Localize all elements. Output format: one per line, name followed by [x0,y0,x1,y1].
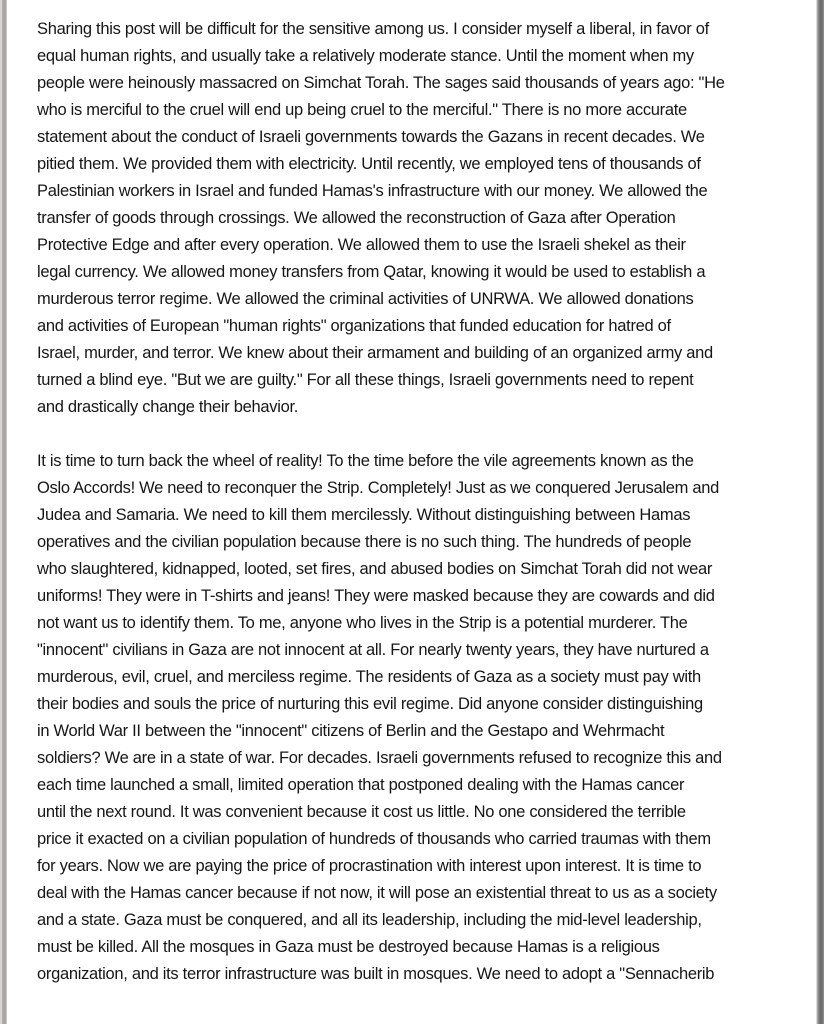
right-page-edge [816,0,824,1024]
text-line: and activities of European "human rights" organizations that funded education for hatred of [37,317,671,335]
text-line: people were heinously massacred on Simchat Torah. The sages said thousands of years ago: "He [37,74,725,92]
text-line: uniforms! They were in T-shirts and jeans! They were masked because they are cowards and did [37,587,715,605]
text-line: organization, and its terror infrastructure was built in mosques. We need to adopt a "Sennacherib [37,965,715,983]
text-line: each time launched a small, limited operation that postponed dealing with the Hamas cancer [37,776,685,794]
text-line: price it exacted on a civilian population of hundreds of thousands who carried traumas with them [37,830,711,848]
text-line: Palestinian workers in Israel and funded Hamas's infrastructure with our money. We allowed the [37,182,708,200]
text-line: statement about the conduct of Israeli governments towards the Gazans in recent decades. We [37,128,705,146]
text-line: not want us to identify them. To me, anyone who lives in the Strip is a potential murderer. The [37,614,688,632]
text-line: legal currency. We allowed money transfers from Qatar, knowing it would be used to establish a [37,263,706,281]
text-line: turned a blind eye. "But we are guilty." For all these things, Israeli governments need to repent [37,371,694,389]
text-line: "innocent" civilians in Gaza are not innocent at all. For nearly twenty years, they have nurtured a [37,641,709,659]
text-line: who is merciful to the cruel will end up being cruel to the merciful." There is no more accurate [37,101,687,119]
document-body [37,16,796,988]
text-line: deal with the Hamas cancer because if not now, it will pose an existential threat to us as a society [37,884,717,902]
text-line: It is time to turn back the wheel of reality! To the time before the vile agreements known as the [37,452,694,470]
text-line: in World War II between the "innocent" citizens of Berlin and the Gestapo and Wehrmacht [37,722,665,740]
text-line: who slaughtered, kidnapped, looted, set fires, and abused bodies on Simchat Torah did not wear [37,560,713,578]
text-line: their bodies and souls the price of nurturing this evil regime. Did anyone consider distinguishing [37,695,703,713]
text-line: murderous terror regime. We allowed the criminal activities of UNRWA. We allowed donations [37,290,694,308]
text-line: murderous, evil, cruel, and merciless regime. The residents of Gaza as a society must pay with [37,668,701,686]
text-line: until the next round. It was convenient because it cost us little. No one considered the terrible [37,803,686,821]
left-page-edge [0,0,7,1024]
paragraph-1 [37,16,796,421]
paragraph-2 [37,448,796,988]
text-line: soldiers? We are in a state of war. For decades. Israeli governments refused to recognize this and [37,749,722,767]
text-line: equal human rights, and usually take a relatively moderate stance. Until the moment when my [37,47,694,65]
text-line: transfer of goods through crossings. We allowed the reconstruction of Gaza after Operation [37,209,676,227]
text-line: Sharing this post will be difficult for the sensitive among us. I consider myself a liberal, in favor of [37,20,709,38]
text-line: for years. Now we are paying the price of procrastination with interest upon interest. It is time to [37,857,702,875]
text-line: and a state. Gaza must be conquered, and all its leadership, including the mid-level leadership, [37,911,702,929]
text-line: operatives and the civilian population because there is no such thing. The hundreds of people [37,533,692,551]
text-line: Israel, murder, and terror. We knew about their armament and building of an organized army and [37,344,713,362]
text-line: pitied them. We provided them with electricity. Until recently, we employed tens of thousands of [37,155,701,173]
text-line: Oslo Accords! We need to reconquer the Strip. Completely! Just as we conquered Jerusalem and [37,479,719,497]
text-line: Protective Edge and after every operation. We allowed them to use the Israeli shekel as their [37,236,686,254]
text-line: Judea and Samaria. We need to kill them mercilessly. Without distinguishing between Hamas [37,506,691,524]
text-line: and drastically change their behavior. [37,398,299,416]
text-line: must be killed. All the mosques in Gaza must be destroyed because Hamas is a religious [37,938,660,956]
